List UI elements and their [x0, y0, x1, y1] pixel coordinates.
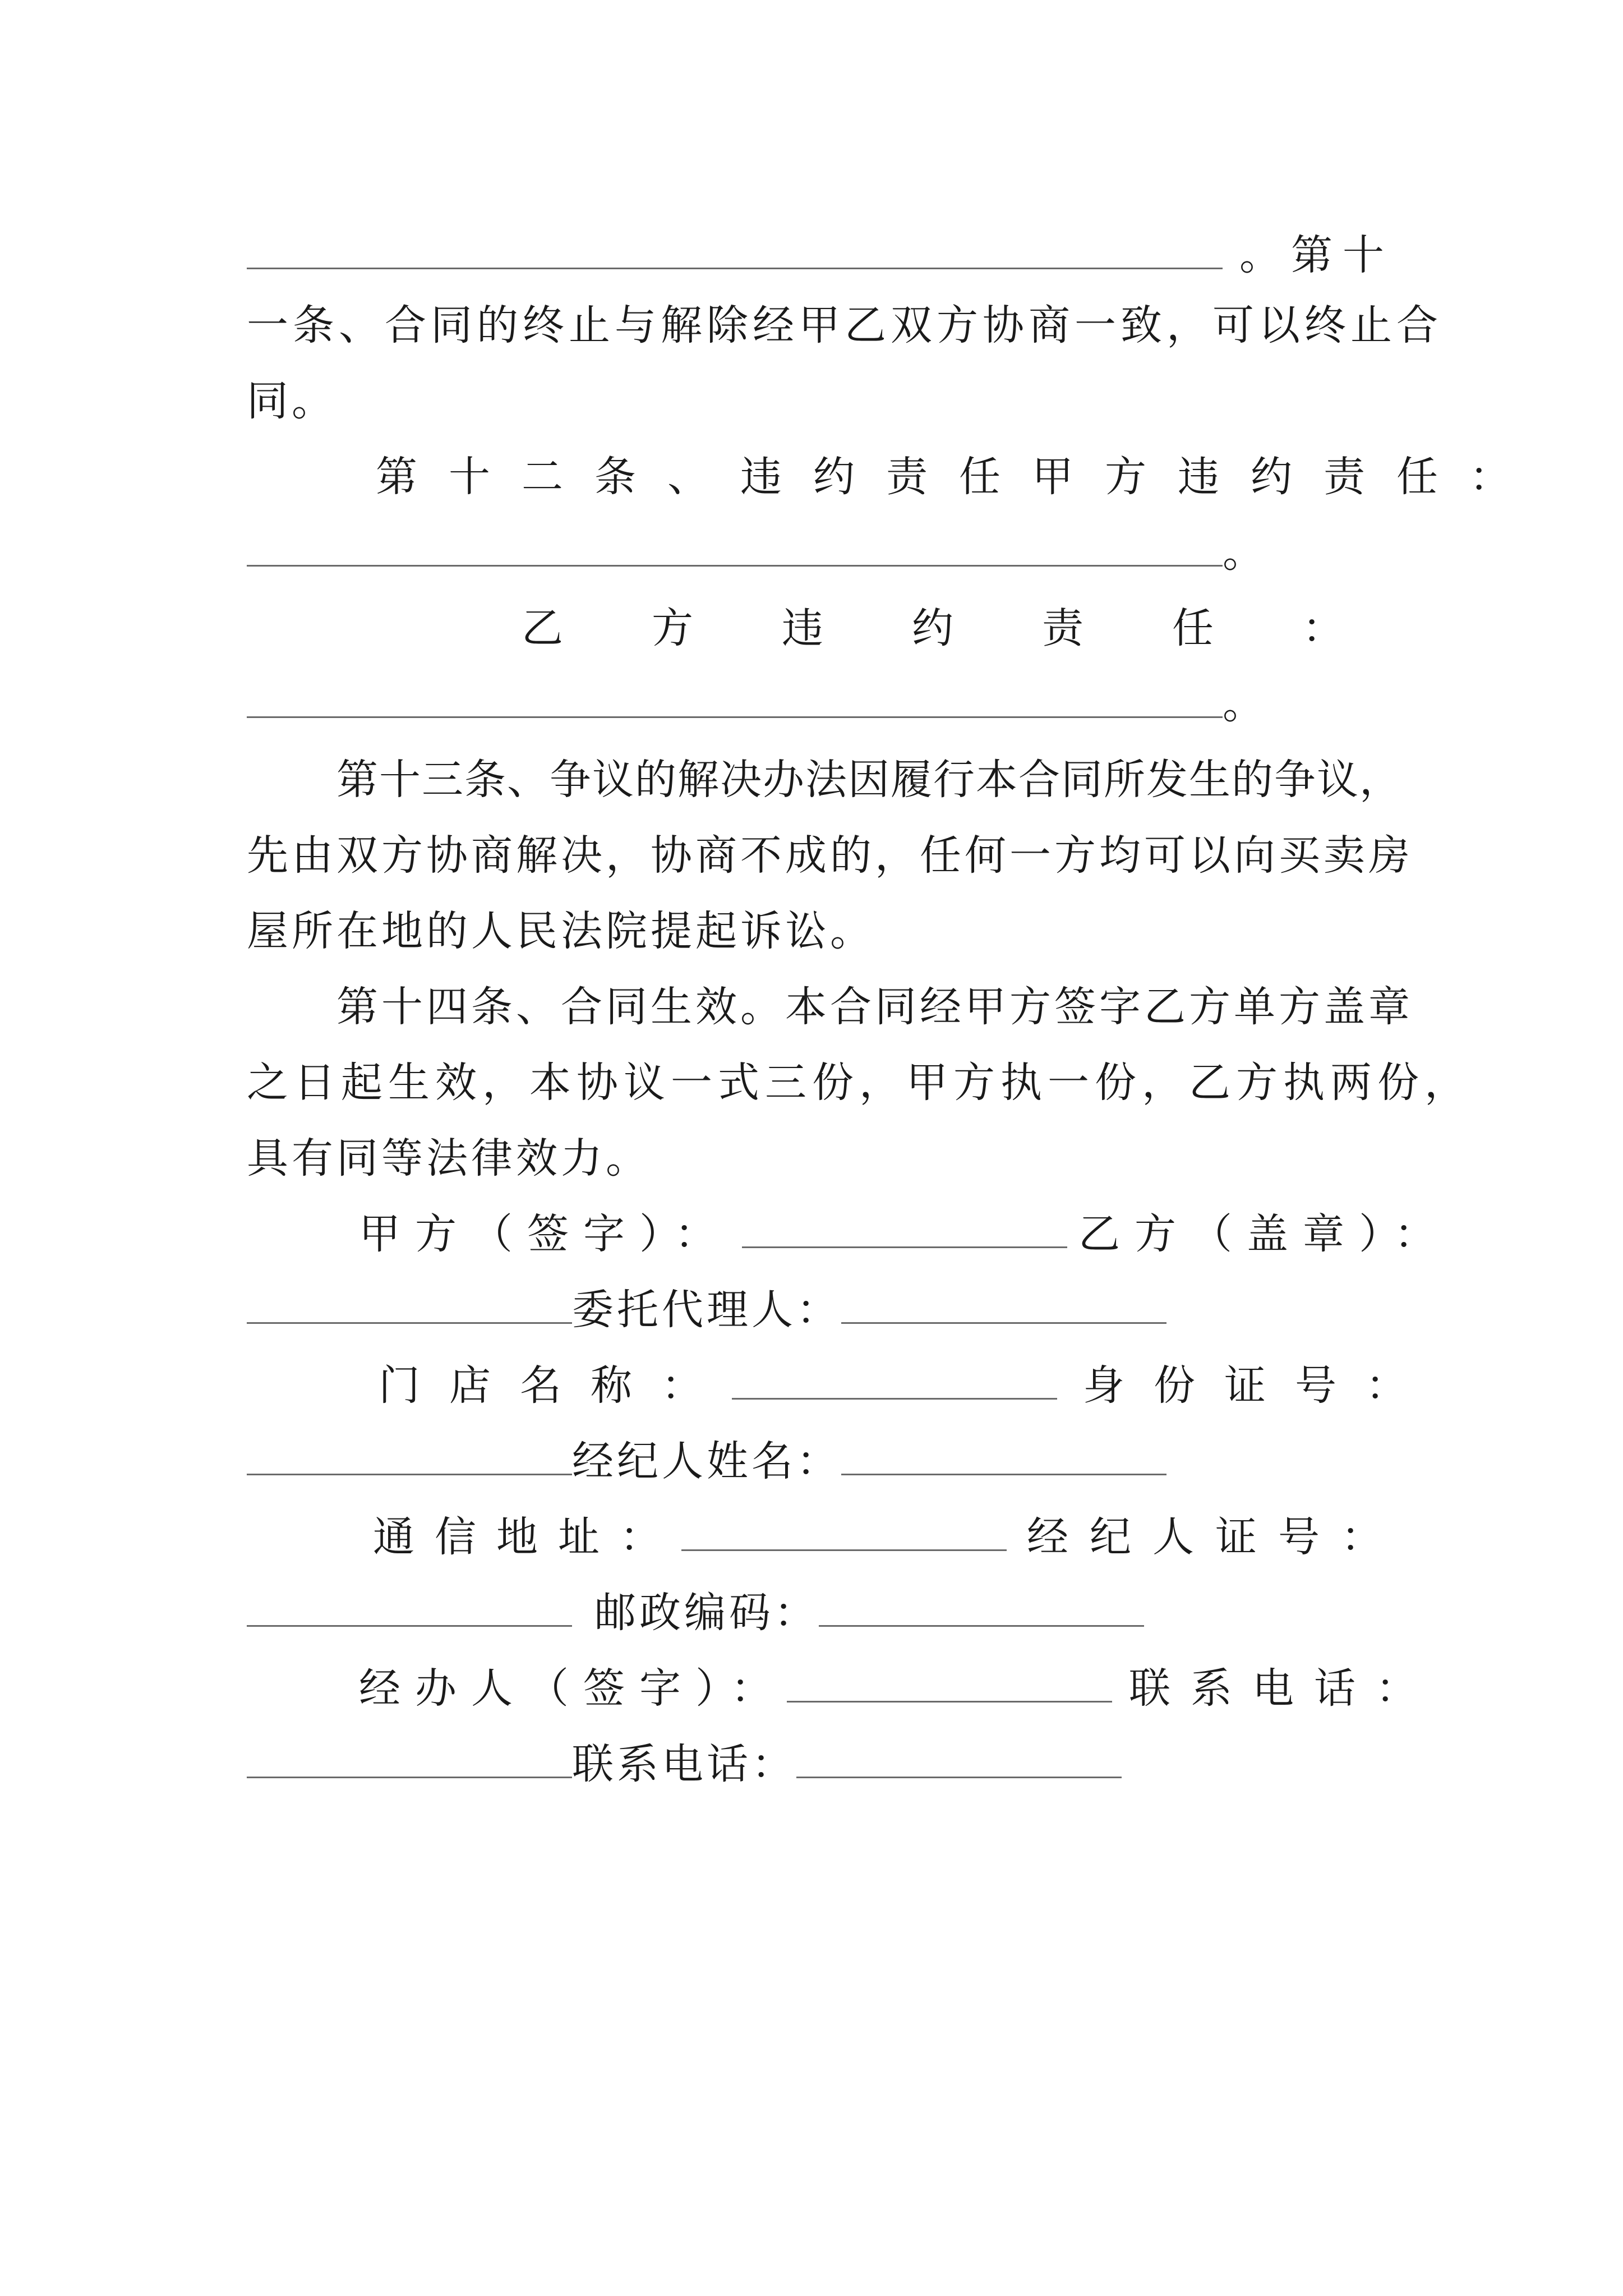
broker-name-field[interactable]	[841, 1439, 1166, 1475]
party-a-sign-field[interactable]	[742, 1212, 1067, 1248]
phone-field-a[interactable]	[247, 1742, 572, 1778]
signature-row-1	[359, 1206, 1450, 1262]
address-field[interactable]	[681, 1515, 1007, 1551]
line-2: 一条、合同的终止与解除经甲乙双方协商一致，可以终止合	[247, 301, 1442, 349]
postcode-label: 邮政编码：	[594, 1589, 819, 1637]
phone-field-b[interactable]	[796, 1742, 1122, 1778]
blank-field[interactable]	[247, 233, 1223, 269]
period-text: 。	[1223, 680, 1267, 728]
party-b-seal-field[interactable]	[247, 1287, 572, 1324]
article-13-line-1: 第十三条、争议的解决办法因履行本合同所发生的争议，	[336, 756, 1402, 804]
postcode-field[interactable]	[819, 1590, 1144, 1627]
broker-id-field[interactable]	[247, 1590, 572, 1627]
article-14-line-1: 第十四条、合同生效。本合同经甲方签字乙方单方盖章	[336, 983, 1413, 1031]
party-b-seal-label: 乙方（盖章）：	[1078, 1210, 1450, 1258]
party-b-liability-text: 乙方违约责任：	[522, 604, 1432, 652]
line-blank-b	[247, 676, 1391, 732]
signature-row-6	[247, 1585, 1391, 1641]
handler-sign-field[interactable]	[787, 1666, 1112, 1703]
broker-id-label: 经纪人证号：	[1027, 1513, 1404, 1561]
signature-row-2	[247, 1282, 1391, 1338]
signature-row-5	[373, 1509, 1404, 1565]
store-name-label: 门店名称：	[379, 1361, 732, 1410]
phone-label-a: 联系电话：	[1129, 1664, 1437, 1713]
party-b-liability-heading	[522, 600, 1432, 656]
broker-name-label: 经纪人姓名：	[572, 1437, 841, 1485]
article-14-line-2: 之日起生效，本协议一式三份，甲方执一份，乙方执两份，	[247, 1059, 1472, 1107]
blank-field[interactable]	[247, 530, 1223, 567]
id-number-label: 身份证号：	[1083, 1361, 1436, 1410]
address-label: 通信地址：	[373, 1513, 681, 1561]
article-12-heading	[376, 449, 1542, 505]
line-1	[247, 227, 1394, 283]
handler-sign-label: 经办人（签字）：	[359, 1664, 787, 1713]
line-blank-a	[247, 524, 1391, 581]
period-text: 。	[1223, 528, 1267, 577]
article-13-line-3: 屋所在地的人民法院提起诉讼。	[247, 907, 875, 955]
agent-field[interactable]	[841, 1287, 1166, 1324]
party-a-sign-label: 甲方（签字）：	[359, 1210, 731, 1258]
signature-row-7	[359, 1660, 1437, 1717]
signature-row-4	[247, 1433, 1391, 1489]
phone-label-b: 联系电话：	[572, 1740, 796, 1788]
signature-row-8	[247, 1736, 1391, 1792]
id-number-field[interactable]	[247, 1439, 572, 1475]
signature-row-3	[379, 1358, 1436, 1414]
blank-field[interactable]	[247, 682, 1223, 718]
article-12-heading-text: 第十二条、违约责任甲方违约责任：	[376, 453, 1542, 501]
article-14-line-3: 具有同等法律效力。	[247, 1134, 651, 1182]
store-name-field[interactable]	[732, 1363, 1057, 1400]
line-3: 同。	[247, 377, 336, 425]
agent-label: 委托代理人：	[572, 1286, 841, 1334]
article-13-line-2: 先由双方协商解决，协商不成的，任何一方均可以向买卖房	[247, 831, 1413, 880]
line-1-text: 。第十	[1239, 231, 1394, 279]
